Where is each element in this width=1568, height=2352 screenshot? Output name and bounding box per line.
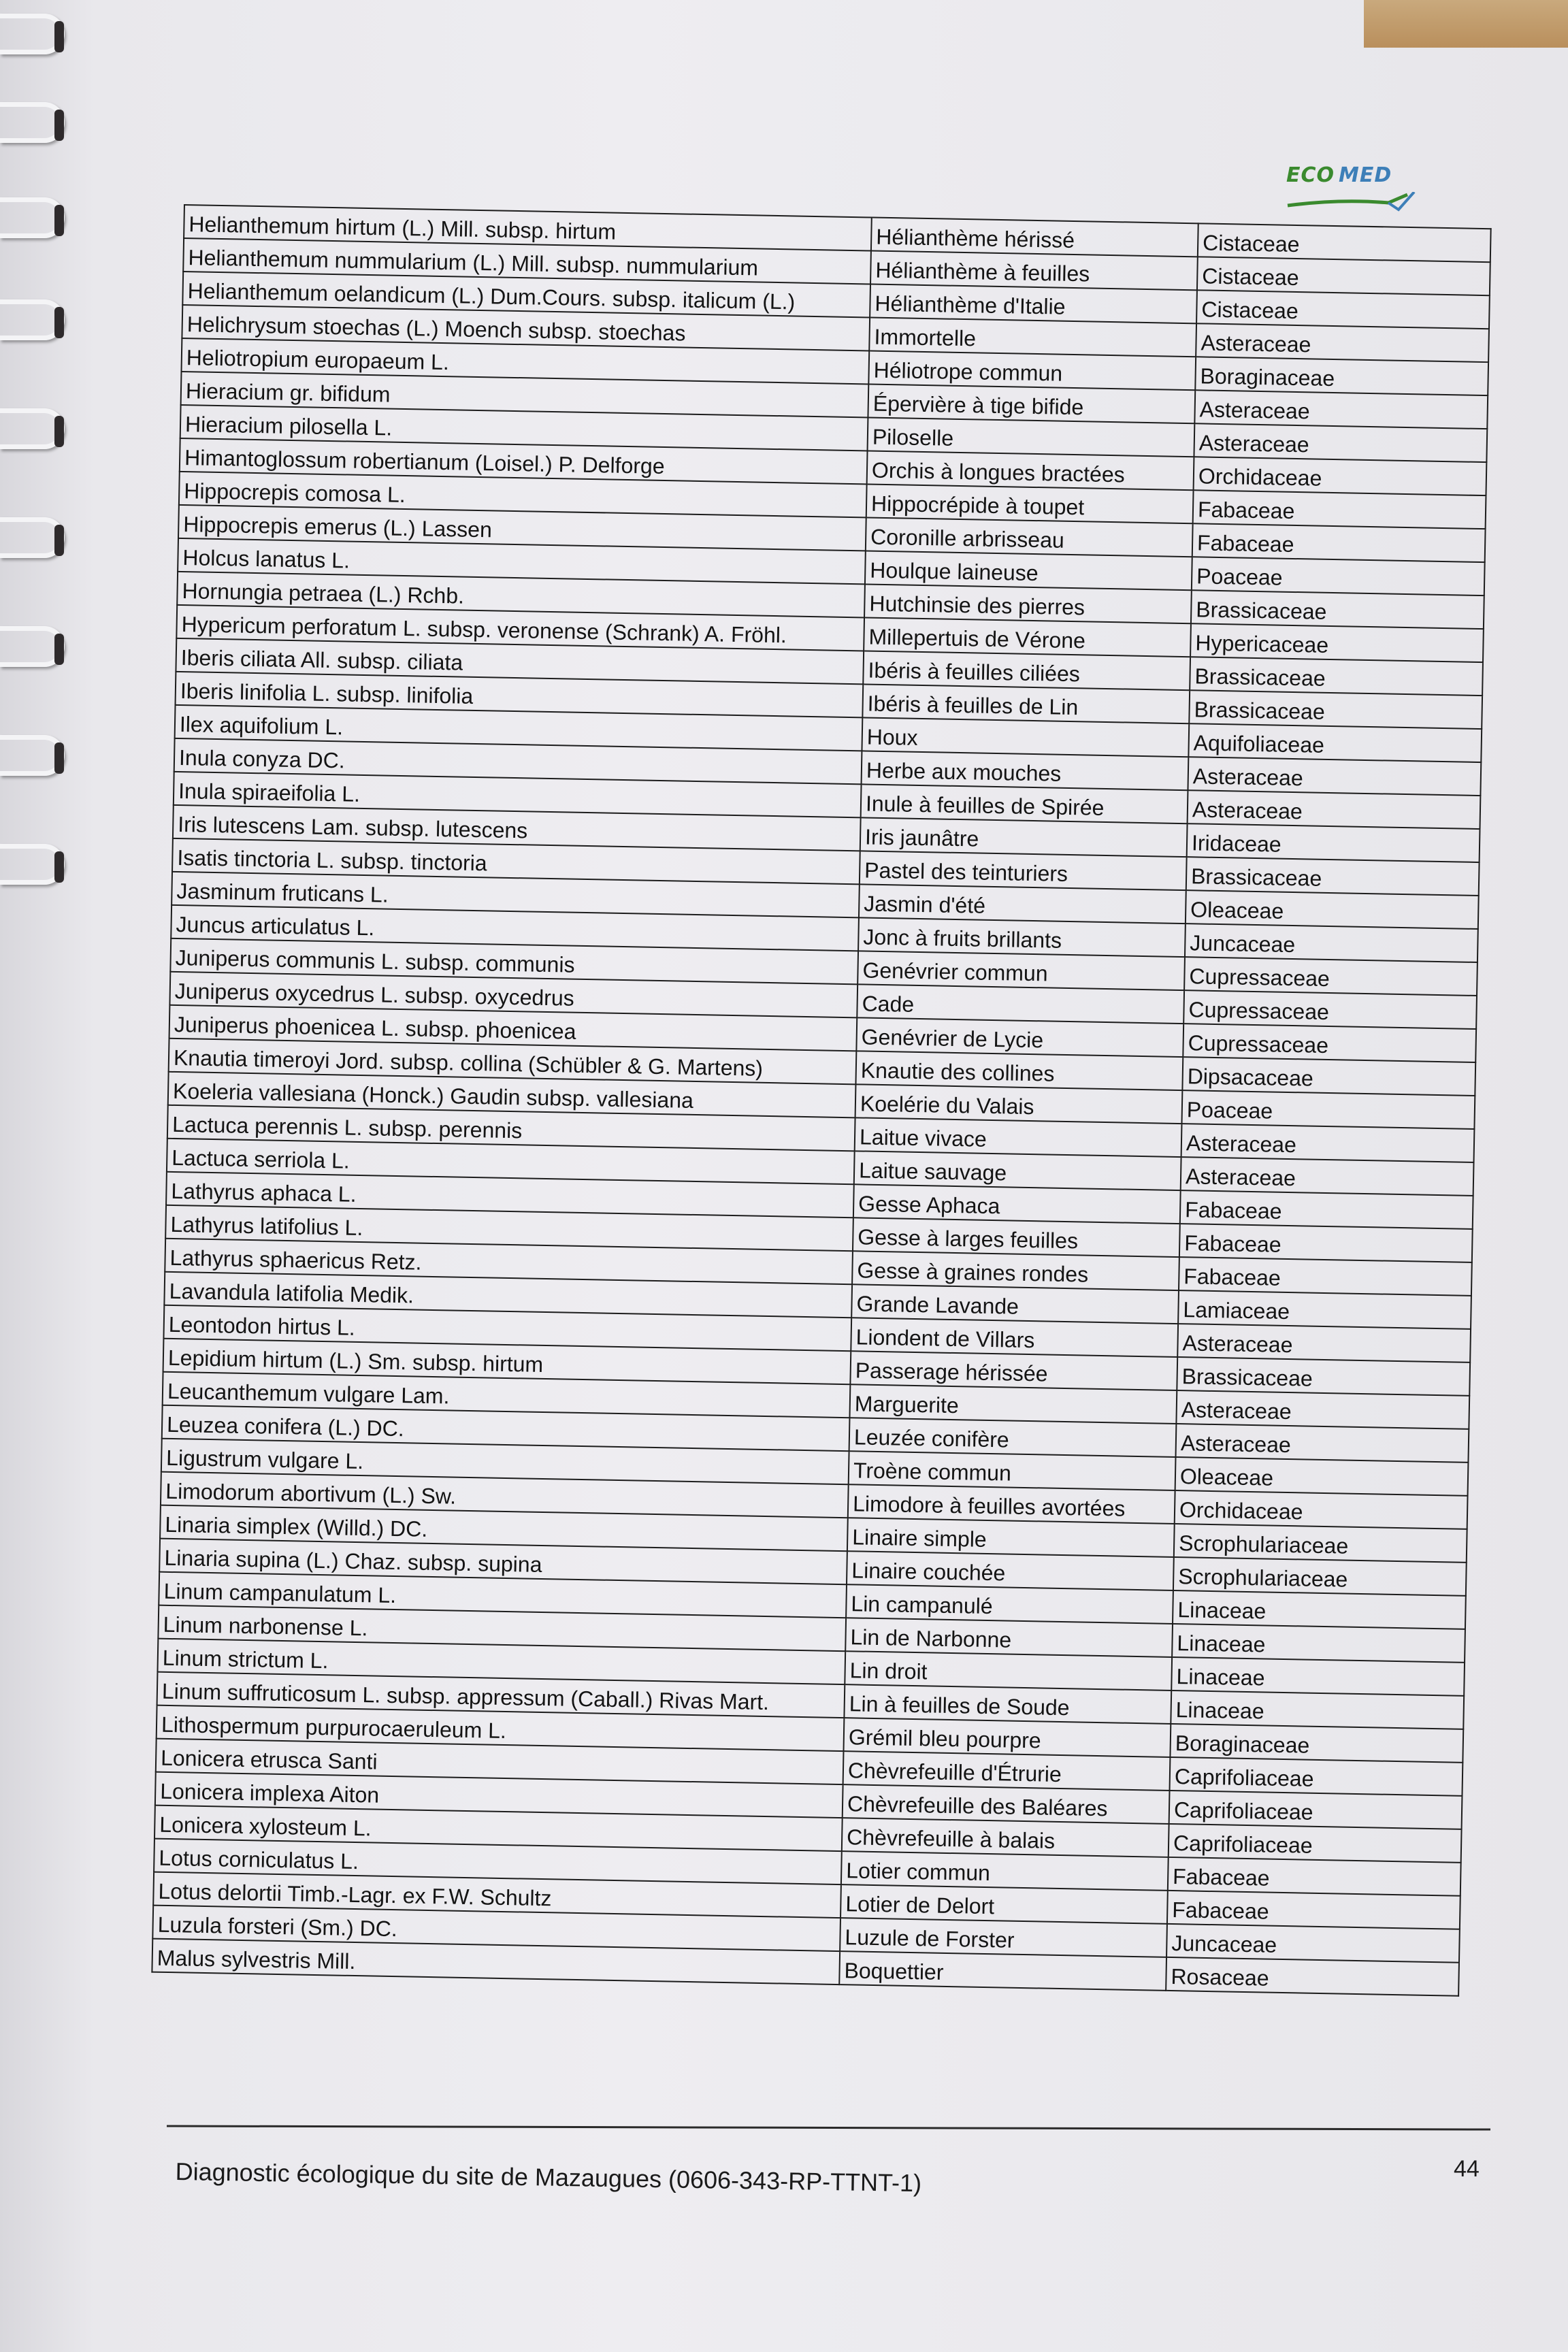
common-name-cell: Chèvrefeuille à balais — [842, 1818, 1169, 1857]
latin-name-cell: Lonicera implexa Aiton — [155, 1772, 843, 1818]
latin-name-cell: Knautia timeroyi Jord. subsp. collina (Schübler & G. Martens) — [169, 1039, 857, 1084]
latin-name-cell: Helianthemum hirtum (L.) Mill. subsp. hirtum — [184, 205, 872, 250]
family-cell: Fabaceae — [1168, 1857, 1461, 1896]
family-cell: Caprifoliaceae — [1169, 1824, 1462, 1863]
family-cell: Cupressaceae — [1183, 990, 1477, 1029]
common-name-cell: Lin à feuilles de Soude — [844, 1684, 1171, 1724]
common-name-cell: Koelérie du Valais — [855, 1084, 1183, 1124]
common-name-cell: Gesse à larges feuilles — [853, 1218, 1180, 1257]
family-cell: Cistaceae — [1197, 257, 1490, 295]
family-cell: Scrophulariaceae — [1174, 1524, 1467, 1563]
common-name-cell: Laitue vivace — [855, 1117, 1182, 1157]
common-name-cell: Millepertuis de Vérone — [864, 617, 1191, 657]
logo-text — [1286, 163, 1392, 187]
latin-name-cell: Linum suffruticosum L. subsp. appressum (Caball.) Rivas Mart. — [157, 1672, 845, 1718]
common-name-cell: Orchis à longues bractées — [867, 451, 1194, 490]
latin-name-cell: Helichrysum stoechas (L.) Moench subsp. stoechas — [182, 305, 870, 350]
family-cell: Brassicaceae — [1186, 857, 1480, 896]
family-cell: Asteraceae — [1177, 1324, 1471, 1362]
common-name-cell: Linaire couchée — [847, 1551, 1174, 1590]
family-cell: Brassicaceae — [1191, 590, 1484, 629]
common-name-cell: Lin campanulé — [846, 1584, 1173, 1624]
family-cell: Cupressaceae — [1184, 957, 1477, 996]
latin-name-cell: Lithospermum purpurocaeruleum L. — [157, 1705, 845, 1752]
binding-ring — [0, 517, 65, 558]
family-cell: Caprifoliaceae — [1169, 1791, 1463, 1829]
common-name-cell: Linaire simple — [847, 1518, 1175, 1557]
latin-name-cell: Ligustrum vulgare L. — [161, 1439, 849, 1485]
family-cell: Asteraceae — [1181, 1157, 1474, 1196]
common-name-cell: Ibéris à feuilles de Lin — [862, 684, 1190, 723]
latin-name-cell: Juncus articulatus L. — [171, 905, 859, 951]
latin-name-cell: Linum narbonense L. — [158, 1605, 846, 1652]
common-name-cell: Cade — [857, 984, 1184, 1024]
binding-ring — [0, 14, 65, 54]
latin-name-cell: Lepidium hirtum (L.) Sm. subsp. hirtum — [163, 1339, 851, 1385]
latin-name-cell: Lathyrus latifolius L. — [165, 1205, 853, 1251]
common-name-cell: Troène commun — [849, 1451, 1176, 1490]
common-name-cell: Ibéris à feuilles ciliées — [863, 651, 1190, 690]
latin-name-cell: Hippocrepis emerus (L.) Lassen — [178, 505, 866, 551]
common-name-cell: Épervière à tige bifide — [868, 384, 1195, 423]
latin-name-cell: Iberis ciliata All. subsp. ciliata — [176, 638, 864, 684]
latin-name-cell: Leucanthemum vulgare Lam. — [163, 1372, 851, 1418]
family-cell: Oleaceae — [1186, 890, 1479, 929]
common-name-cell: Genévrier commun — [858, 951, 1185, 990]
common-name-cell: Lin de Narbonne — [845, 1618, 1173, 1657]
common-name-cell: Coronille arbrisseau — [866, 517, 1193, 557]
family-cell: Rosaceae — [1166, 1957, 1459, 1996]
family-cell: Brassicaceae — [1177, 1357, 1470, 1396]
latin-name-cell: Isatis tinctoria L. subsp. tinctoria — [172, 838, 860, 885]
common-name-cell: Jasmin d'été — [859, 884, 1186, 924]
latin-name-cell: Helianthemum oelandicum (L.) Dum.Cours. subsp. italicum (L.) — [182, 272, 870, 317]
family-cell: Asteraceae — [1188, 757, 1481, 796]
common-name-cell: Grémil bleu pourpre — [844, 1718, 1171, 1757]
common-name-cell: Laitue sauvage — [854, 1151, 1181, 1190]
family-cell: Asteraceae — [1176, 1390, 1469, 1429]
latin-name-cell: Malus sylvestris Mill. — [152, 1939, 840, 1985]
latin-name-cell: Linaria simplex (Willd.) DC. — [160, 1505, 848, 1552]
latin-name-cell: Hypericum perforatum L. subsp. veronense (Schrank) A. Fröhl. — [176, 605, 864, 651]
binding-ring — [0, 626, 65, 667]
common-name-cell: Lotier commun — [841, 1851, 1169, 1891]
common-name-cell: Héliotrope commun — [868, 350, 1196, 390]
family-cell: Fabaceae — [1179, 1224, 1473, 1262]
latin-name-cell: Leontodon hirtus L. — [163, 1305, 851, 1352]
family-cell: Caprifoliaceae — [1170, 1757, 1463, 1796]
logo-med: MED — [1339, 163, 1392, 187]
family-cell: Cistaceae — [1198, 223, 1491, 262]
common-name-cell: Hélianthème d'Italie — [870, 284, 1197, 324]
common-name-cell: Gesse à graines rondes — [852, 1251, 1179, 1290]
page-number: 44 — [1454, 2156, 1480, 2182]
latin-name-cell: Linaria supina (L.) Chaz. subsp. supina — [159, 1539, 847, 1585]
latin-name-cell: Linum campanulatum L. — [159, 1572, 847, 1618]
common-name-cell: Piloselle — [868, 417, 1195, 457]
family-cell: Cupressaceae — [1183, 1024, 1476, 1062]
common-name-cell: Boquettier — [839, 1951, 1166, 1991]
latin-name-cell: Lactuca serriola L. — [167, 1139, 855, 1185]
binding-ring — [0, 844, 65, 885]
family-cell: Asteraceae — [1194, 423, 1487, 462]
common-name-cell: Knautie des collines — [855, 1051, 1183, 1090]
family-cell: Fabaceae — [1180, 1190, 1473, 1229]
family-cell: Linaceae — [1173, 1590, 1466, 1629]
family-cell: Boraginaceae — [1195, 357, 1488, 395]
common-name-cell: Leuzée conifère — [849, 1418, 1177, 1457]
latin-name-cell: Lavandula latifolia Medik. — [164, 1272, 852, 1318]
family-cell: Brassicaceae — [1190, 657, 1483, 696]
binding-ring — [0, 102, 65, 143]
species-table — [151, 204, 1491, 1997]
common-name-cell: Hippocrépide à toupet — [866, 484, 1194, 523]
binding-ring — [0, 299, 65, 340]
latin-name-cell: Hornungia petraea (L.) Rchb. — [177, 572, 865, 617]
common-name-cell: Gesse Aphaca — [853, 1184, 1181, 1224]
common-name-cell: Marguerite — [849, 1384, 1177, 1424]
common-name-cell: Lotier de Delort — [840, 1884, 1168, 1924]
binding-spine — [0, 0, 75, 953]
family-cell: Scrophulariaceae — [1173, 1557, 1467, 1596]
latin-name-cell: Koeleria vallesiana (Honck.) Gaudin subsp. vallesiana — [168, 1072, 856, 1118]
latin-name-cell: Lotus delortii Timb.-Lagr. ex F.W. Schultz — [153, 1872, 841, 1918]
ecomed-logo — [1286, 158, 1422, 212]
common-name-cell: Pastel des teinturiers — [860, 851, 1187, 890]
latin-name-cell: Leuzea conifera (L.) DC. — [162, 1405, 850, 1452]
family-cell: Iridaceae — [1187, 823, 1480, 862]
latin-name-cell: Juniperus communis L. subsp. communis — [170, 938, 858, 984]
family-cell: Linaceae — [1171, 1657, 1465, 1696]
common-name-cell: Limodore à feuilles avortées — [848, 1484, 1175, 1524]
family-cell: Brassicaceae — [1189, 690, 1482, 729]
family-cell: Fabaceae — [1193, 490, 1486, 529]
latin-name-cell: Heliotropium europaeum L. — [181, 338, 869, 384]
latin-name-cell: Hieracium pilosella L. — [180, 405, 868, 451]
family-cell: Fabaceae — [1167, 1891, 1460, 1929]
footer-title: Diagnostic écologique du site de Mazaugues (0606-343-RP-TTNT-1) — [175, 2157, 922, 2198]
logo-eco: ECO — [1286, 163, 1335, 187]
family-cell: Fabaceae — [1179, 1257, 1472, 1296]
latin-name-cell: Helianthemum nummularium (L.) Mill. subsp. nummularium — [183, 238, 871, 284]
common-name-cell: Inule à feuilles de Spirée — [861, 784, 1188, 823]
latin-name-cell: Jasminum fruticans L. — [172, 872, 860, 917]
latin-name-cell: Luzula forsteri (Sm.) DC. — [152, 1906, 840, 1951]
common-name-cell: Herbe aux mouches — [862, 751, 1189, 790]
family-cell: Asteraceae — [1194, 390, 1488, 429]
family-cell: Cistaceae — [1196, 290, 1490, 329]
wood-background — [1364, 0, 1568, 48]
common-name-cell: Iris jaunâtre — [860, 817, 1188, 857]
common-name-cell: Immortelle — [869, 318, 1196, 357]
latin-name-cell: Juniperus phoenicea L. subsp. phoenicea — [169, 1005, 858, 1051]
family-cell: Linaceae — [1171, 1690, 1464, 1729]
latin-name-cell: Limodorum abortivum (L.) Sw. — [161, 1472, 849, 1518]
family-cell: Asteraceae — [1181, 1124, 1475, 1162]
common-name-cell: Chèvrefeuille des Baléares — [843, 1784, 1170, 1824]
latin-name-cell: Ilex aquifolium L. — [175, 705, 863, 751]
latin-name-cell: Lonicera xylosteum L. — [154, 1806, 843, 1852]
latin-name-cell: Lactuca perennis L. subsp. perennis — [167, 1105, 855, 1151]
latin-name-cell: Inula spiraeifolia L. — [174, 772, 862, 818]
common-name-cell: Chèvrefeuille d'Étrurie — [843, 1751, 1171, 1791]
family-cell: Oleaceae — [1175, 1457, 1469, 1496]
common-name-cell: Jonc à fruits brillants — [858, 917, 1186, 957]
family-cell: Boraginaceae — [1170, 1724, 1463, 1763]
family-cell: Linaceae — [1172, 1624, 1465, 1663]
logo-swoosh-icon — [1286, 192, 1422, 212]
common-name-cell: Houx — [862, 717, 1189, 757]
latin-name-cell: Lathyrus sphaericus Retz. — [165, 1239, 853, 1285]
common-name-cell: Genévrier de Lycie — [856, 1017, 1183, 1057]
common-name-cell: Houlque laineuse — [865, 551, 1192, 590]
binding-ring — [0, 197, 65, 238]
common-name-cell: Hutchinsie des pierres — [864, 584, 1192, 623]
species-table-container — [148, 204, 1490, 2147]
common-name-cell: Hélianthème à feuilles — [870, 251, 1198, 291]
binding-ring — [0, 408, 65, 449]
family-cell: Orchidaceae — [1194, 457, 1487, 495]
family-cell: Asteraceae — [1176, 1424, 1469, 1463]
common-name-cell: Lin droit — [845, 1651, 1172, 1690]
common-name-cell: Grande Lavande — [851, 1284, 1179, 1324]
family-cell: Juncaceae — [1185, 924, 1478, 962]
family-cell: Asteraceae — [1196, 323, 1489, 362]
latin-name-cell: Inula conyza DC. — [174, 738, 862, 785]
latin-name-cell: Hippocrepis comosa L. — [179, 472, 867, 517]
family-cell: Lamiaceae — [1178, 1290, 1471, 1329]
latin-name-cell: Juniperus oxycedrus L. subsp. oxycedrus — [169, 972, 858, 1018]
latin-name-cell: Iberis linifolia L. subsp. linifolia — [176, 672, 864, 718]
latin-name-cell: Lotus corniculatus L. — [154, 1839, 842, 1885]
latin-name-cell: Iris lutescens Lam. subsp. lutescens — [173, 805, 861, 851]
family-cell: Orchidaceae — [1175, 1490, 1468, 1529]
family-cell: Dipsacaceae — [1182, 1057, 1475, 1096]
family-cell: Juncaceae — [1166, 1924, 1460, 1963]
latin-name-cell: Lathyrus aphaca L. — [166, 1172, 854, 1218]
common-name-cell: Liondent de Villars — [851, 1318, 1178, 1357]
family-cell: Hypericaceae — [1190, 623, 1484, 662]
latin-name-cell: Holcus lanatus L. — [178, 538, 866, 585]
latin-name-cell: Hieracium gr. bifidum — [181, 372, 869, 418]
family-cell: Aquifoliaceae — [1188, 723, 1482, 762]
common-name-cell: Passerage hérissée — [850, 1351, 1177, 1390]
family-cell: Fabaceae — [1192, 523, 1486, 562]
family-cell: Poaceae — [1181, 1090, 1475, 1129]
common-name-cell: Hélianthème hérissé — [871, 218, 1198, 257]
latin-name-cell: Himantoglossum robertianum (Loisel.) P. Delforge — [180, 438, 868, 484]
common-name-cell: Luzule de Forster — [840, 1918, 1167, 1957]
latin-name-cell: Lonicera etrusca Santi — [156, 1739, 844, 1785]
binding-ring — [0, 735, 65, 776]
family-cell: Poaceae — [1192, 557, 1485, 595]
latin-name-cell: Linum strictum L. — [157, 1639, 845, 1685]
family-cell: Asteraceae — [1188, 790, 1481, 829]
